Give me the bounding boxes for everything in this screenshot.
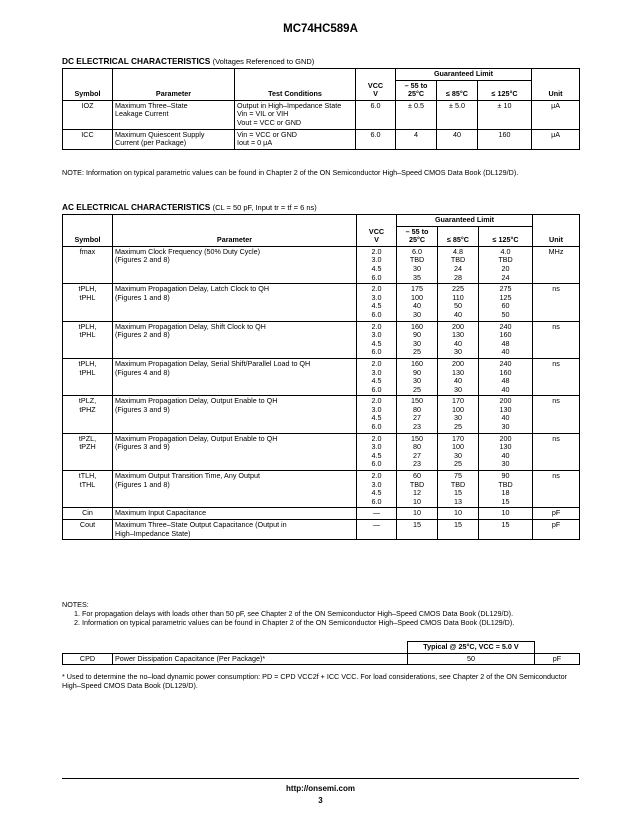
ac-unit: ns bbox=[533, 284, 580, 321]
ac-header-t1: – 55 to 25°C bbox=[397, 226, 438, 246]
ac-unit: pF bbox=[533, 508, 580, 520]
page-number: 3 bbox=[318, 796, 323, 805]
ac-unit: ns bbox=[533, 396, 580, 433]
ac-parameter: Maximum Input Capacitance bbox=[113, 508, 357, 520]
ac-header-guaranteed: Guaranteed Limit bbox=[397, 215, 533, 227]
ac-unit: MHz bbox=[533, 246, 580, 283]
dc-t3: 160 bbox=[478, 129, 532, 149]
ac-note-2: 2. Information on typical parametric values can be found in Chapter 2 of the ON Semiconductor High–Speed CMOS Data Book (DL129/D). bbox=[74, 618, 515, 628]
ac-t2: 225 110 50 40 bbox=[438, 284, 479, 321]
dc-header-t1: – 55 to 25°C bbox=[396, 80, 437, 100]
ac-vcc: — bbox=[357, 508, 397, 520]
ac-header-symbol: Symbol bbox=[63, 215, 113, 247]
ac-note-1: 1. For propagation delays with loads other than 50 pF, see Chapter 2 of the ON Semiconductor High–Speed CMOS Data Book (DL129/D). bbox=[74, 609, 514, 619]
ac-t2: 200 130 40 30 bbox=[438, 358, 479, 395]
ac-parameter: Maximum Propagation Delay, Output Enable to QH (Figures 3 and 9) bbox=[113, 433, 357, 470]
dc-t1: 4 bbox=[396, 129, 437, 149]
ac-header-t3: ≤ 125°C bbox=[479, 226, 533, 246]
ac-t3: 90 TBD 18 15 bbox=[479, 471, 533, 508]
ac-t3: 240 160 48 40 bbox=[479, 321, 533, 358]
ac-parameter: Maximum Propagation Delay, Output Enable to QH (Figures 3 and 9) bbox=[113, 396, 357, 433]
ac-vcc: 2.0 3.0 4.5 6.0 bbox=[357, 471, 397, 508]
ac-parameter: Maximum Output Transition Time, Any Output (Figures 1 and 8) bbox=[113, 471, 357, 508]
ac-t3: 275 125 60 50 bbox=[479, 284, 533, 321]
ac-t3: 200 130 40 30 bbox=[479, 433, 533, 470]
dc-section-title bbox=[62, 56, 314, 66]
table-row bbox=[63, 471, 580, 508]
dc-parameter: Maximum Three–State Leakage Current bbox=[113, 100, 235, 129]
ac-parameter: Maximum Clock Frequency (50% Duty Cycle) (Figures 2 and 8) bbox=[113, 246, 357, 283]
cpd-unit: pF bbox=[535, 653, 580, 665]
dc-header-vcc: VCC V bbox=[356, 69, 396, 101]
ac-t1: 10 bbox=[397, 508, 438, 520]
footer-divider bbox=[62, 778, 579, 779]
ac-t1: 150 80 27 23 bbox=[397, 433, 438, 470]
cpd-table bbox=[62, 641, 580, 665]
dc-header-unit: Unit bbox=[532, 69, 580, 101]
ac-t1: 6.0 TBD 30 35 bbox=[397, 246, 438, 283]
cpd-header: Typical @ 25°C, VCC = 5.0 V bbox=[408, 642, 535, 654]
ac-t1: 150 80 27 23 bbox=[397, 396, 438, 433]
dc-t1: ± 0.5 bbox=[396, 100, 437, 129]
dc-title: DC ELECTRICAL CHARACTERISTICS bbox=[62, 56, 211, 66]
ac-t2: 15 bbox=[438, 520, 479, 540]
cpd-header-row bbox=[63, 642, 580, 654]
ac-header-t2: ≤ 85°C bbox=[438, 226, 479, 246]
table-row bbox=[63, 100, 580, 129]
ac-symbol: tPZL, tPZH bbox=[63, 433, 113, 470]
ac-notes bbox=[62, 600, 580, 628]
ac-notes-label: NOTES: bbox=[62, 600, 89, 609]
ac-vcc: 2.0 3.0 4.5 6.0 bbox=[357, 321, 397, 358]
ac-vcc: 2.0 3.0 4.5 6.0 bbox=[357, 433, 397, 470]
table-row bbox=[63, 284, 580, 321]
table-row bbox=[63, 508, 580, 520]
ac-section-title bbox=[62, 202, 317, 212]
ac-symbol: fmax bbox=[63, 246, 113, 283]
ac-t1: 160 90 30 25 bbox=[397, 321, 438, 358]
table-row bbox=[63, 653, 580, 665]
ac-header-vcc: VCC V bbox=[357, 215, 397, 247]
ac-header-parameter: Parameter bbox=[113, 215, 357, 247]
ac-t2: 4.8 TBD 24 28 bbox=[438, 246, 479, 283]
ac-t1: 15 bbox=[397, 520, 438, 540]
cpd-symbol: CPD bbox=[63, 653, 113, 665]
ac-symbol: tTLH, tTHL bbox=[63, 471, 113, 508]
ac-t3: 15 bbox=[479, 520, 533, 540]
ac-symbol: Cout bbox=[63, 520, 113, 540]
ac-t2: 75 TBD 15 13 bbox=[438, 471, 479, 508]
dc-header-conditions: Test Conditions bbox=[235, 69, 356, 101]
ac-subtitle: (CL = 50 pF, Input tr = tf = 6 ns) bbox=[212, 203, 317, 212]
dc-vcc: 6.0 bbox=[356, 100, 396, 129]
ac-t3: 240 160 48 40 bbox=[479, 358, 533, 395]
table-row bbox=[63, 358, 580, 395]
dc-conditions: Output in High–Impedance State Vin = VIL or VIH Vout = VCC or GND bbox=[235, 100, 356, 129]
dc-subtitle: (Voltages Referenced to GND) bbox=[212, 57, 315, 66]
dc-note: NOTE: Information on typical parametric values can be found in Chapter 2 of the ON Semiconductor High–Speed CMOS Data Book (DL129/D). bbox=[62, 168, 519, 177]
dc-header-t3: ≤ 125°C bbox=[478, 80, 532, 100]
dc-conditions: Vin = VCC or GND Iout = 0 μA bbox=[235, 129, 356, 149]
ac-parameter: Maximum Propagation Delay, Shift Clock to QH (Figures 2 and 8) bbox=[113, 321, 357, 358]
ac-header-row-1 bbox=[63, 215, 580, 227]
ac-vcc: 2.0 3.0 4.5 6.0 bbox=[357, 246, 397, 283]
dc-t2: ± 5.0 bbox=[437, 100, 478, 129]
ac-symbol: Cin bbox=[63, 508, 113, 520]
table-row bbox=[63, 433, 580, 470]
dc-header-parameter: Parameter bbox=[113, 69, 235, 101]
footer-url-link[interactable]: http://onsemi.com bbox=[286, 784, 355, 793]
dc-header-t2: ≤ 85°C bbox=[437, 80, 478, 100]
dc-unit: μA bbox=[532, 100, 580, 129]
ac-t3: 10 bbox=[479, 508, 533, 520]
ac-table-body bbox=[63, 246, 580, 539]
dc-symbol: IOZ bbox=[63, 100, 113, 129]
dc-parameter: Maximum Quiescent Supply Current (per Package) bbox=[113, 129, 235, 149]
cpd-value: 50 bbox=[408, 653, 535, 665]
dc-header-symbol: Symbol bbox=[63, 69, 113, 101]
dc-t2: 40 bbox=[437, 129, 478, 149]
table-row bbox=[63, 396, 580, 433]
dc-header-row-1 bbox=[63, 69, 580, 81]
ac-unit: ns bbox=[533, 321, 580, 358]
ac-parameter: Maximum Propagation Delay, Serial Shift/Parallel Load to QH (Figures 4 and 8) bbox=[113, 358, 357, 395]
ac-vcc: — bbox=[357, 520, 397, 540]
dc-symbol: ICC bbox=[63, 129, 113, 149]
cpd-parameter: Power Dissipation Capacitance (Per Package)* bbox=[113, 653, 408, 665]
ac-t2: 170 100 30 25 bbox=[438, 433, 479, 470]
table-row bbox=[63, 321, 580, 358]
table-row bbox=[63, 246, 580, 283]
ac-table bbox=[62, 214, 580, 540]
cpd-note: * Used to determine the no–load dynamic power consumption: PD = CPD VCC2f + ICC VCC. For load considerations, see Chapter 2 of the ON Semiconductor High–Speed CMOS Data Book (DL129/D). bbox=[62, 672, 567, 691]
dc-t3: ± 10 bbox=[478, 100, 532, 129]
dc-header-guaranteed: Guaranteed Limit bbox=[396, 69, 532, 81]
ac-vcc: 2.0 3.0 4.5 6.0 bbox=[357, 284, 397, 321]
ac-t2: 10 bbox=[438, 508, 479, 520]
ac-t3: 4.0 TBD 20 24 bbox=[479, 246, 533, 283]
ac-t1: 160 90 30 25 bbox=[397, 358, 438, 395]
ac-parameter: Maximum Propagation Delay, Latch Clock to QH (Figures 1 and 8) bbox=[113, 284, 357, 321]
ac-vcc: 2.0 3.0 4.5 6.0 bbox=[357, 396, 397, 433]
ac-header-unit: Unit bbox=[533, 215, 580, 247]
ac-unit: ns bbox=[533, 471, 580, 508]
ac-parameter: Maximum Three–State Output Capacitance (Output in High–Impedance State) bbox=[113, 520, 357, 540]
ac-unit: ns bbox=[533, 433, 580, 470]
ac-t1: 60 TBD 12 10 bbox=[397, 471, 438, 508]
table-row bbox=[63, 520, 580, 540]
ac-t1: 175 100 40 30 bbox=[397, 284, 438, 321]
ac-vcc: 2.0 3.0 4.5 6.0 bbox=[357, 358, 397, 395]
ac-symbol: tPLH, tPHL bbox=[63, 321, 113, 358]
ac-unit: pF bbox=[533, 520, 580, 540]
ac-symbol: tPLH, tPHL bbox=[63, 284, 113, 321]
ac-unit: ns bbox=[533, 358, 580, 395]
page-title: MC74HC589A bbox=[283, 23, 358, 35]
dc-unit: μA bbox=[532, 129, 580, 149]
table-row bbox=[63, 129, 580, 149]
dc-table bbox=[62, 68, 580, 150]
ac-t2: 170 100 30 25 bbox=[438, 396, 479, 433]
ac-symbol: tPLZ, tPHZ bbox=[63, 396, 113, 433]
ac-symbol: tPLH, tPHL bbox=[63, 358, 113, 395]
dc-vcc: 6.0 bbox=[356, 129, 396, 149]
ac-t3: 200 130 40 30 bbox=[479, 396, 533, 433]
ac-title: AC ELECTRICAL CHARACTERISTICS bbox=[62, 202, 211, 212]
ac-t2: 200 130 40 30 bbox=[438, 321, 479, 358]
